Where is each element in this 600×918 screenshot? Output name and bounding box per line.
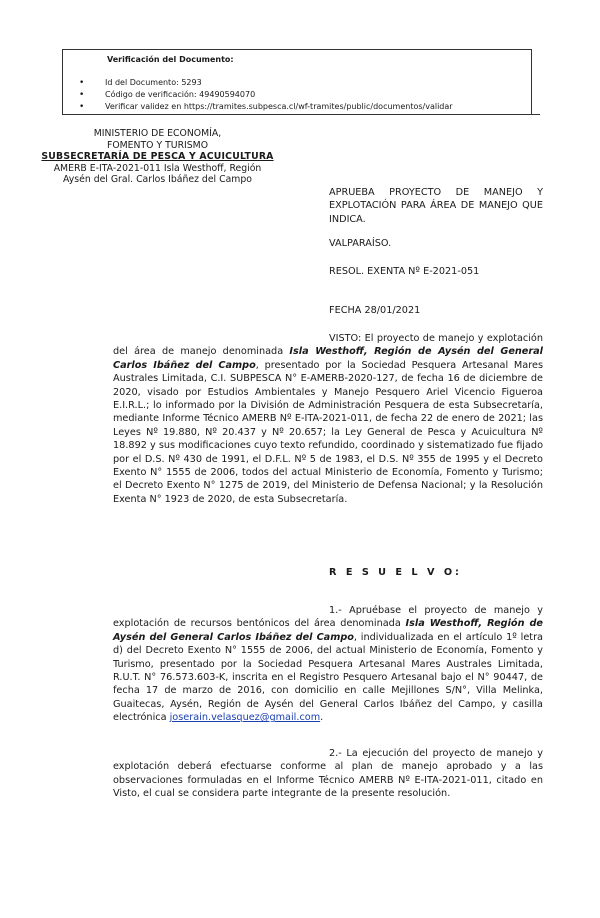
article-1-text-a: 1.- Apruébase el proyecto de manejo y explotación de recursos bentónicos del área denominada xyxy=(113,605,543,630)
visto-paragraph xyxy=(113,332,543,506)
verification-item-url[interactable]: • Verificar validez en https://tramites.subpesca.cl/wf-tramites/public/documentos/validar xyxy=(79,101,453,113)
resolution-number: RESOL. EXENTA Nº E-2021-051 xyxy=(329,266,480,277)
document-title: APRUEBA PROYECTO DE MANEJO Y EXPLOTACIÓN PARA ÁREA DE MANEJO QUE INDICA. xyxy=(329,187,543,225)
ministry-line-5: Aysén del Gral. Carlos Ibáñez del Campo xyxy=(63,174,252,186)
ministry-line-1: MINISTERIO DE ECONOMÍA, xyxy=(93,128,222,139)
visto-area-name: Isla Westhoff, Región de Aysén del General Carlos Ibáñez del Campo xyxy=(113,346,543,371)
article-1-paragraph xyxy=(113,604,543,725)
ministry-line-4: AMERB E-ITA-2021-011 Isla Westhoff, Región xyxy=(53,162,262,174)
visto-text-a: VISTO: El proyecto de manejo y explotación del área de manejo denominada xyxy=(113,333,543,358)
resuelvo-heading: R E S U E L V O: xyxy=(329,567,462,578)
verification-list xyxy=(79,77,453,113)
ministry-line-2: FOMENTO Y TURISMO xyxy=(106,139,209,151)
subsecretaria-name: SUBSECRETARÍA DE PESCA Y ACUICULTURA xyxy=(41,151,274,163)
email-link[interactable]: joserain.velasquez@gmail.com xyxy=(169,712,321,724)
article-2-paragraph xyxy=(113,747,543,801)
verification-box xyxy=(62,49,532,115)
verification-divider xyxy=(532,114,540,115)
article-1-text-d: . xyxy=(320,712,324,724)
ministry-header xyxy=(30,128,285,186)
article-2-text: 2.- La ejecución del proyecto de manejo y explotación deberá efectuarse conforme al plan de manejo aprobado y a las observaciones formuladas en el Informe Técnico AMERB Nº E-ITA-2021-011, citado en Visto, el cual se considera parte integrante de la presente resolución. xyxy=(113,748,543,800)
visto-text-c: , presentado por la Sociedad Pesquera Artesanal Mares Australes Limitada, C.I. SUBPESCA N° E-AMERB-2020-127, de fecha 16 de diciembre de 2020, visado por Estudios Ambientales y Manejo Pesquero Ariel Vicencio Figueroa E.I.R.L.; lo informado por la División de Administración Pesquera de esta Subsecretaría, mediante Informe Técnico AMERB Nº E-ITA-2021-011, de fecha 22 de enero de 2021; las Leyes Nº 19.880, Nº 20.437 y Nº 20.657; la Ley General de Pesca y Acuicultura Nº 18.892 y sus modificaciones cuyo texto refundido, coordinado y sistematizado fue fijado por el D.S. Nº 430 de 1991, el D.F.L. Nº 5 de 1983, el D.S. Nº 355 de 1995 y el Decreto Exento N° 1555 de 2006, todos del actual Ministerio de Economía, Fomento y Turismo; el Decreto Exento N° 1275 de 2019, del Ministerio de Defensa Nacional; y la Resolución Exenta N° 1923 de 2020, de esta Subsecretaría. xyxy=(113,359,544,505)
verification-item-id: • Id del Documento: 5293 xyxy=(79,77,453,89)
article-1-text-c: , individualizada en el artículo 1º letra d) del Decreto Exento N° 1555 de 2006, del actual Ministerio de Economía, Fomento y Turismo, presentado por la Sociedad Pesquera Artesanal Mares Australes Limitada, R.U.T. N° 76.573.603-K, inscrita en el Registro Pesquero Artesanal bajo el N° 90447, de fecha 17 de marzo de 2016, con domicilio en calle Mejillones S/N°, Villa Melinka, Guaitecas, Aysén, Región de Aysén del General Carlos Ibáñez del Campo, y casilla electrónica xyxy=(113,631,543,724)
verification-title: Verificación del Documento: xyxy=(107,55,234,64)
verification-item-code: • Código de verificación: 49490594070 xyxy=(79,89,453,101)
article-1-area-name: Isla Westhoff, Región de Aysén del General Carlos Ibáñez del Campo xyxy=(113,618,544,643)
resolution-date: FECHA 28/01/2021 xyxy=(329,305,421,316)
document-place: VALPARAÍSO. xyxy=(329,238,392,249)
